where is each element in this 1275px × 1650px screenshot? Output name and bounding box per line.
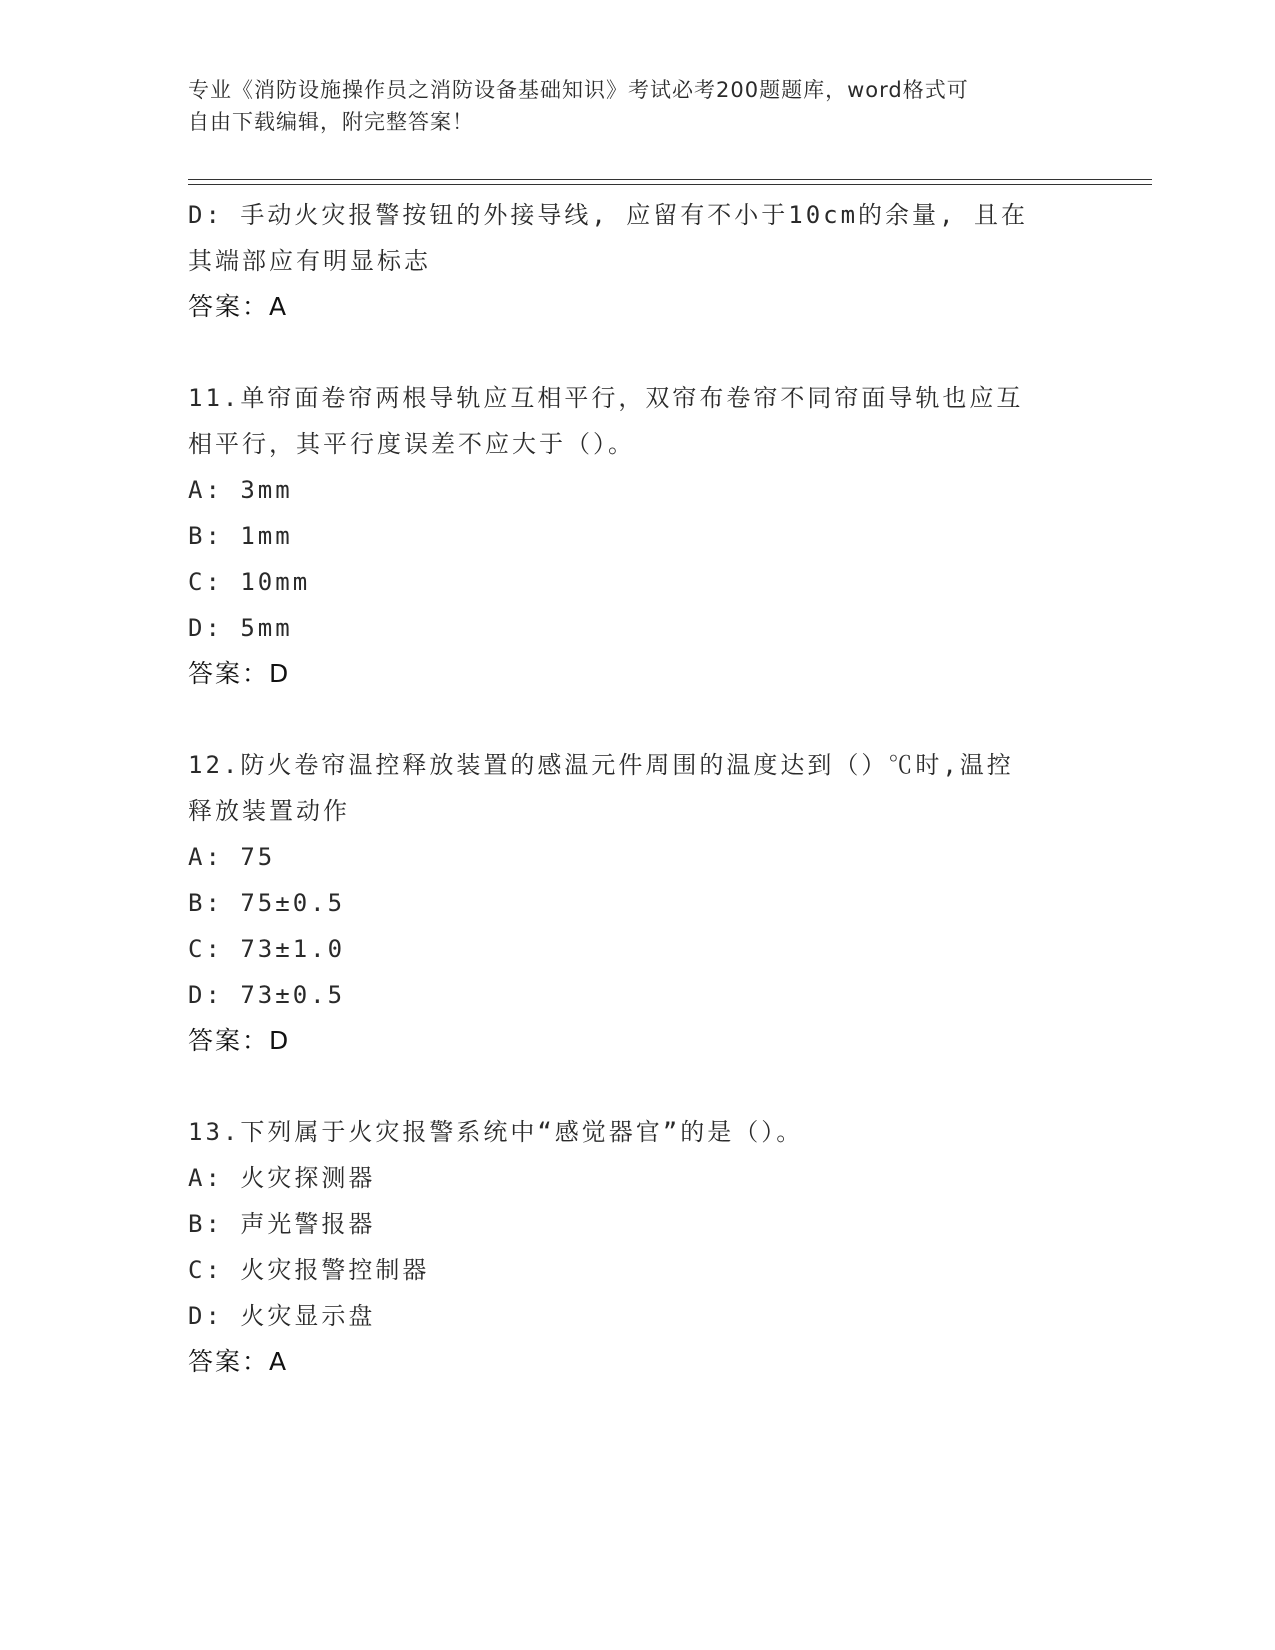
option-d: D: 5mm	[188, 614, 293, 642]
header-divider-top	[188, 179, 1152, 180]
question-11	[188, 375, 1088, 697]
option-d: D: 手动火灾报警按钮的外接导线, 应留有不小于10cm的余量, 且在	[188, 201, 1028, 229]
header-line-2: 自由下载编辑，附完整答案！	[188, 110, 474, 134]
question-stem-continued: 释放装置动作	[188, 797, 350, 825]
header-line-1: 专业《消防设施操作员之消防设备基础知识》考试必考200题题库，word格式可	[188, 78, 969, 102]
question-list	[188, 192, 1088, 1385]
question-13	[188, 1109, 1088, 1385]
option-c: C: 火灾报警控制器	[188, 1256, 430, 1284]
header-divider-bottom	[188, 184, 1152, 185]
question-stem-continued: 相平行，其平行度误差不应大于（）。	[188, 430, 635, 458]
question-stem: 11.单帘面卷帘两根导轨应互相平行，双帘布卷帘不同帘面导轨也应互	[188, 384, 1024, 412]
option-d: D: 火灾显示盘	[188, 1302, 376, 1330]
answer: 答案：D	[188, 1026, 291, 1055]
option-a: A: 火灾探测器	[188, 1164, 376, 1192]
question-stem: 12.防火卷帘温控释放装置的感温元件周围的温度达到（）℃时,温控	[188, 751, 1014, 779]
document-header	[188, 74, 1088, 138]
option-c: C: 73±1.0	[188, 935, 346, 963]
answer: 答案：A	[188, 1347, 289, 1376]
option-d: D: 73±0.5	[188, 981, 346, 1009]
option-d-continued: 其端部应有明显标志	[188, 247, 431, 275]
question-12	[188, 742, 1088, 1064]
option-b: B: 75±0.5	[188, 889, 346, 917]
question-10-tail	[188, 192, 1088, 330]
option-a: A: 3mm	[188, 476, 293, 504]
option-a: A: 75	[188, 843, 276, 871]
answer: 答案：A	[188, 292, 289, 321]
option-b: B: 1mm	[188, 522, 293, 550]
answer: 答案：D	[188, 659, 291, 688]
question-stem: 13.下列属于火灾报警系统中“感觉器官”的是（）。	[188, 1118, 804, 1146]
option-b: B: 声光警报器	[188, 1210, 376, 1238]
option-c: C: 10mm	[188, 568, 311, 596]
